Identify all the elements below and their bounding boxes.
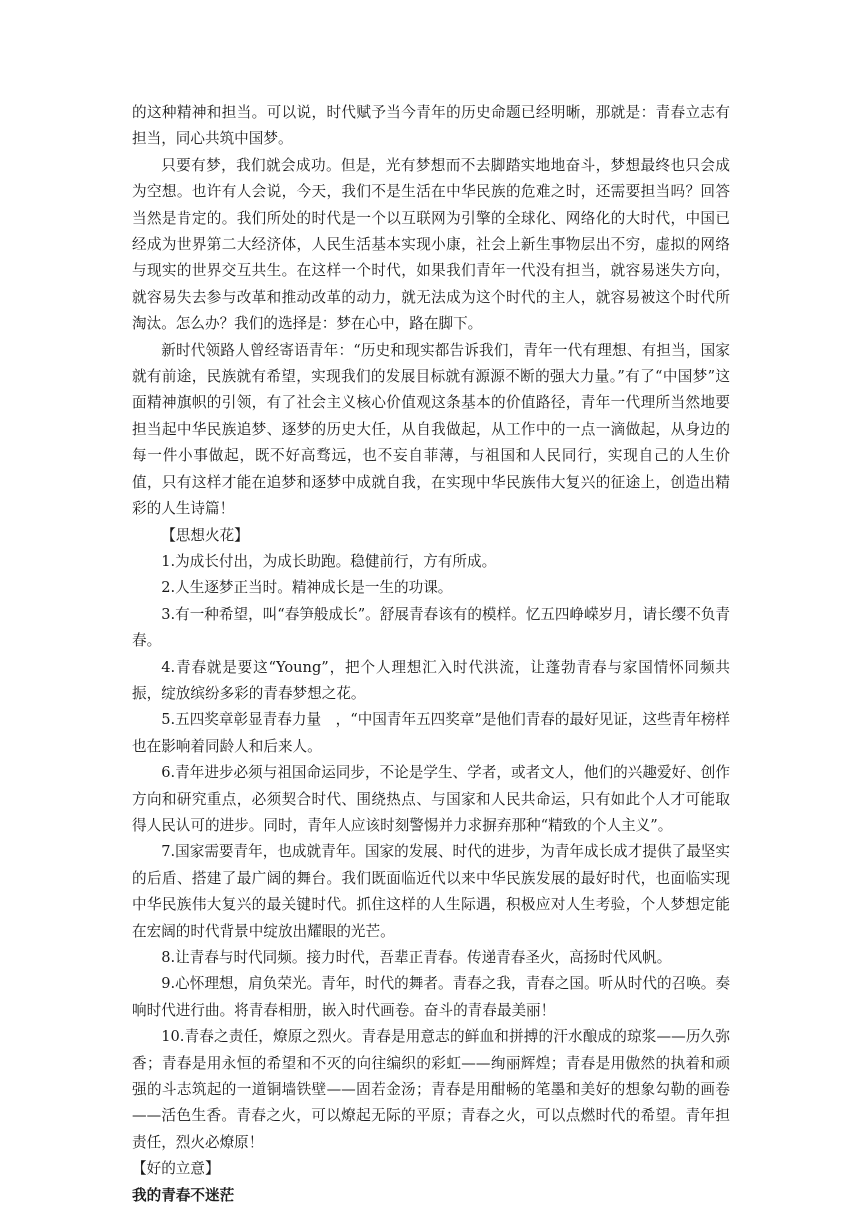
section-heading-good-theme: 【好的立意】 (132, 1160, 220, 1178)
document-body (132, 100, 730, 1209)
list-item-8: 8.让青春与时代同频。接力时代，吾辈正青春。传递青春圣火，高扬时代风帆。 (161, 949, 672, 966)
paragraph-leader-message: 新时代领路人曾经寄语青年：“历史和现实都告诉我们，青年一代有理想、有担当，国家就有前途，民族就有希望，实现我们的发展目标就有源源不断的强大力量。”有了“中国梦”这面精神旗帜的引领，有了社会主义核心价值观这条基本的价值路径，青年一代理所当然地要担当起中华民族追梦、逐梦的历史大任，从自我做起，从工作中的一点一滴做起，从身边的每一件小事做起，既不好高骛远，也不妄自菲薄，与祖国和人民同行，实现自己的人生价值，只有这样才能在追梦和逐梦中成就自我，在实现中华民族伟大复兴的征途上，创造出精彩的人生诗篇！ (132, 341, 730, 518)
list-item-7: 7.国家需要青年，也成就青年。国家的发展、时代的进步，为青年成长成才提供了最坚实的后盾、搭建了最广阔的舞台。我们既面临近代以来中华民族发展的最好时代，也面临实现中华民族伟大复兴的最关键时代。抓住这样的人生际遇，积极应对人生考验，个人梦想定能在宏阔的时代背景中绽放出耀眼的光芒。 (132, 843, 730, 940)
list-item-2: 2.人生逐梦正当时。精神成长是一生的功课。 (161, 579, 453, 597)
list-item-6: 6.青年进步必须与祖国命运同步，不论是学生、学者，或者文人，他们的兴趣爱好、创作方向和研究重点，必须契合时代、围绕热点、与国家和人民共命运，只有如此个人才可能取得人民认可的进步。同时，青年人应该时刻警惕并力求摒弃那种“精致的个人主义”。 (132, 764, 730, 834)
list-item-10: 10.青春之责任，燎原之烈火。青春是用意志的鲜血和拼搏的汗水酿成的琼浆——历久弥香；青春是用永恒的希望和不灭的向往编织的彩虹——绚丽辉煌；青春是用傲然的执着和顽强的斗志筑起的一道铜墙铁壁——固若金汤；青春是用酣畅的笔墨和美好的想象勾勒的画卷——活色生香。青春之火，可以燎起无际的平原；青春之火，可以点燃时代的希望。青年担责任，烈火必燎原！ (132, 1028, 730, 1151)
list-item-5: 5.五四奖章彰显青春力量 ，“中国青年五四奖章”是他们青春的最好见证，这些青年榜样也在影响着同龄人和后来人。 (132, 711, 731, 755)
list-item-1: 1.为成长付出，为成长助跑。稳健前行，方有所成。 (161, 552, 497, 570)
list-item-4: 4.青春就是要这“Young”，把个人理想汇入时代洪流，让蓬勃青春与家国情怀同频共振，绽放缤纷多彩的青春梦想之花。 (132, 658, 730, 702)
paragraph-continuation: 的这种精神和担当。可以说，时代赋予当今青年的历史命题已经明晰，那就是：青春立志有担当，同心共筑中国梦。 (132, 104, 730, 148)
list-item-9: 9.心怀理想，肩负荣光。青年，时代的舞者。青春之我，青春之国。听从时代的召唤。奏响时代进行曲。将青春相册，嵌入时代画卷。奋斗的青春最美丽！ (132, 975, 730, 1019)
paragraph-dream-and-struggle: 只要有梦，我们就会成功。但是，光有梦想而不去脚踏实地地奋斗，梦想最终也只会成为空想。也许有人会说，今天，我们不是生活在中华民族的危难之时，还需要担当吗？回答当然是肯定的。我们所处的时代是一个以互联网为引擎的全球化、网络化的大时代，中国已经成为世界第二大经济体，人民生活基本实现小康，社会上新生事物层出不穷，虚拟的网络与现实的世界交互共生。在这样一个时代，如果我们青年一代没有担当，就容易迷失方向，就容易失去参与改革和推动改革的动力，就无法成为这个时代的主人，就容易被这个时代所淘汰。怎么办？我们的选择是：梦在心中，路在脚下。 (132, 156, 730, 333)
section-heading-thought-sparks: 【思想火花】 (161, 526, 249, 544)
list-item-3: 3.有一种希望，叫“春笋般成长”。舒展青春该有的模样。忆五四峥嵘岁月，请长缨不负青春。 (132, 605, 731, 650)
essay-title: 我的青春不迷茫 (132, 1186, 235, 1204)
